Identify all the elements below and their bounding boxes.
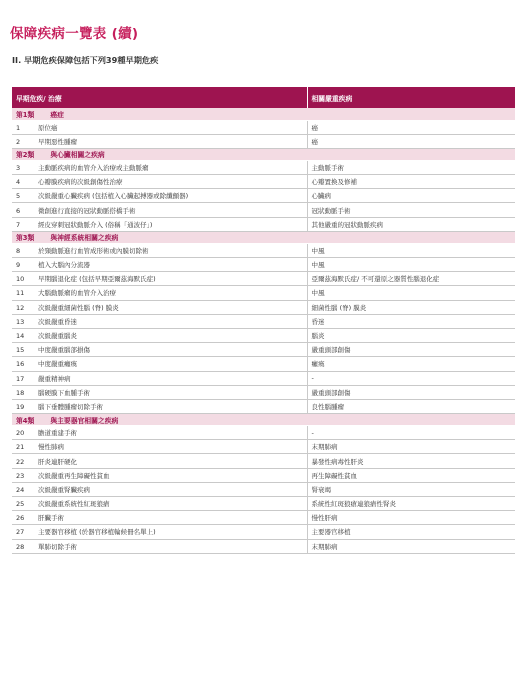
related-severe-illness: - [307,426,515,440]
header-related-severe: 相關嚴重疾病 [307,87,515,108]
row-number: 26 [16,514,25,523]
row-number: 18 [16,388,25,397]
row-number: 16 [16,360,25,369]
row-number: 21 [16,443,25,452]
early-illness-name: 原位癌 [38,123,58,132]
early-illness-cell [12,189,307,203]
early-illness-name: 次級嚴重腦炎 [38,332,77,341]
early-illness-table [12,87,515,554]
category-label: 第4類 [16,416,35,425]
early-illness-name: 單肺切除手術 [38,542,77,551]
table-row [12,243,515,257]
early-illness-cell [12,286,307,300]
early-illness-cell [12,399,307,413]
early-illness-cell [12,160,307,174]
early-illness-cell [12,511,307,525]
row-number: 25 [16,500,25,509]
early-illness-name: 肝炎連肝硬化 [38,457,77,466]
category-cell [12,108,515,120]
early-illness-cell [12,217,307,231]
early-illness-name: 腦硬膜下血腫手術 [38,388,90,397]
category-row [12,414,515,426]
related-severe-illness: 系統性紅斑狼瘡連狼瘡性腎炎 [307,497,515,511]
early-illness-name: 次級嚴重昏迷 [38,317,77,326]
category-name: 癌症 [50,110,64,119]
related-severe-illness: 昏迷 [307,314,515,328]
early-illness-cell [12,468,307,482]
row-number: 14 [16,332,25,341]
table-row [12,539,515,553]
row-number: 28 [16,542,25,551]
related-severe-illness: 腎衰竭 [307,482,515,496]
related-severe-illness: 暴發性病毒性肝炎 [307,454,515,468]
related-severe-illness: 良性腦腫瘤 [307,399,515,413]
early-illness-name: 嚴重精神病 [38,374,71,383]
early-illness-name: 於頸動脈進行血管成形術或內膜切除術 [38,246,149,255]
category-cell [12,231,515,243]
row-number: 3 [16,163,21,172]
early-illness-cell [12,357,307,371]
table-row [12,399,515,413]
early-illness-name: 次級嚴重心臟疾病 (包括植入心臟起搏器或除纖顫器) [38,192,189,201]
table-row [12,454,515,468]
category-cell [12,148,515,160]
row-number: 12 [16,303,25,312]
table-row [12,286,515,300]
related-severe-illness: 冠狀動脈手術 [307,203,515,217]
table-row [12,468,515,482]
row-number: 9 [16,261,21,270]
row-number: 7 [16,220,21,229]
early-illness-cell [12,440,307,454]
related-severe-illness: 主動脈手術 [307,160,515,174]
related-severe-illness: 中風 [307,258,515,272]
table-body [12,108,515,553]
early-illness-name: 次級嚴重系統性紅斑狼瘡 [38,500,110,509]
early-illness-cell [12,426,307,440]
early-illness-name: 經皮穿刺冠狀動脈介入 (俗稱「通波仔」) [38,220,153,229]
early-illness-name: 次級嚴重細菌性腦 (脊) 膜炎 [38,303,119,312]
table-row [12,120,515,134]
table-row [12,357,515,371]
page-title: 保障疾病一覽表 (續) [10,26,139,42]
early-illness-cell [12,314,307,328]
early-illness-cell [12,258,307,272]
row-number: 4 [16,178,21,187]
table-row [12,258,515,272]
early-illness-cell [12,539,307,553]
related-severe-illness: 末期肺病 [307,440,515,454]
category-name: 與神經系統相關之疾病 [50,234,119,243]
related-severe-illness: - [307,371,515,385]
table-row [12,217,515,231]
early-illness-cell [12,272,307,286]
early-illness-name: 早期腦退化症 (包括早期亞爾茲海默氏症) [38,275,156,284]
row-number: 17 [16,374,25,383]
category-row [12,108,515,120]
early-illness-name: 腦下垂體腫瘤切除手術 [38,402,103,411]
early-illness-name: 膽道重建手術 [38,429,77,438]
category-cell [12,414,515,426]
early-illness-name: 心瓣膜疾病的次級創傷性治療 [38,178,123,187]
table-row [12,343,515,357]
early-illness-cell [12,454,307,468]
row-number: 22 [16,457,25,466]
related-severe-illness: 亞爾茲海默氏症/ 不可還原之器質性腦退化症 [307,272,515,286]
related-severe-illness: 再生障礙性貧血 [307,468,515,482]
early-illness-name: 主要器官移植 (於器官移植輪候冊名單上) [38,528,156,537]
category-name: 與心臟相關之疾病 [50,151,105,160]
table-row [12,272,515,286]
table-row [12,328,515,342]
table-row [12,134,515,148]
category-row [12,148,515,160]
related-severe-illness: 中風 [307,243,515,257]
related-severe-illness: 心臟病 [307,189,515,203]
early-illness-name: 大腦動脈瘤的血管介入治療 [38,289,116,298]
row-number: 23 [16,471,25,480]
row-number: 10 [16,275,25,284]
early-illness-cell [12,328,307,342]
header-early-illness: 早期危疾/ 治療 [12,87,307,108]
related-severe-illness: 慢性肝病 [307,511,515,525]
related-severe-illness: 其他嚴重的冠狀動脈疾病 [307,217,515,231]
early-illness-cell [12,385,307,399]
early-illness-name: 微創進行直接的冠狀動脈搭橋手術 [38,206,136,215]
related-severe-illness: 癌 [307,134,515,148]
early-illness-name: 早期惡性腫瘤 [38,137,77,146]
category-label: 第1類 [16,110,35,119]
row-number: 15 [16,346,25,355]
table-row [12,175,515,189]
early-illness-cell [12,203,307,217]
early-illness-cell [12,343,307,357]
related-severe-illness: 心瓣置換及修補 [307,175,515,189]
table-row [12,203,515,217]
table-row [12,511,515,525]
early-illness-cell [12,243,307,257]
table-row [12,385,515,399]
row-number: 13 [16,317,25,326]
early-illness-cell [12,482,307,496]
table-row [12,497,515,511]
row-number: 24 [16,485,25,494]
section-heading: II. 早期危疾保障包括下列39種早期危疾 [12,55,159,65]
category-label: 第3類 [16,234,35,243]
related-severe-illness: 主要器官移植 [307,525,515,539]
table-row [12,440,515,454]
early-illness-cell [12,134,307,148]
row-number: 8 [16,246,21,255]
table-row [12,371,515,385]
table-row [12,160,515,174]
related-severe-illness: 癌 [307,120,515,134]
table-row [12,525,515,539]
early-illness-name: 次級嚴重腎臟疾病 [38,485,90,494]
early-illness-name: 慢性肺病 [38,443,64,452]
table-row [12,426,515,440]
row-number: 27 [16,528,25,537]
category-name: 與主要器官相關之疾病 [50,416,119,425]
early-illness-cell [12,371,307,385]
row-number: 5 [16,192,21,201]
related-severe-illness: 末期肺病 [307,539,515,553]
category-row [12,231,515,243]
table-row [12,314,515,328]
table-header-row [12,87,515,108]
related-severe-illness: 腦炎 [307,328,515,342]
related-severe-illness: 中風 [307,286,515,300]
early-illness-cell [12,300,307,314]
related-severe-illness: 嚴重頭部創傷 [307,343,515,357]
early-illness-cell [12,497,307,511]
early-illness-cell [12,120,307,134]
early-illness-name: 植入大腦內分流器 [38,261,90,270]
early-illness-name: 中度嚴重癱瘓 [38,360,77,369]
early-illness-name: 肝臟手術 [38,514,64,523]
early-illness-cell [12,175,307,189]
row-number: 20 [16,429,25,438]
table-row [12,482,515,496]
related-severe-illness: 嚴重頭部創傷 [307,385,515,399]
row-number: 2 [16,137,21,146]
category-label: 第2類 [16,151,35,160]
related-severe-illness: 細菌性腦 (脊) 膜炎 [307,300,515,314]
row-number: 11 [16,289,25,298]
early-illness-name: 次級嚴重再生障礙性貧血 [38,471,110,480]
early-illness-name: 中度嚴重腦部損傷 [38,346,90,355]
early-illness-name: 主動脈疾病的血管介入治療或主動脈瘤 [38,163,149,172]
row-number: 1 [16,123,21,132]
row-number: 19 [16,402,25,411]
row-number: 6 [16,206,21,215]
related-severe-illness: 癱瘓 [307,357,515,371]
table-row [12,189,515,203]
early-illness-cell [12,525,307,539]
table-row [12,300,515,314]
